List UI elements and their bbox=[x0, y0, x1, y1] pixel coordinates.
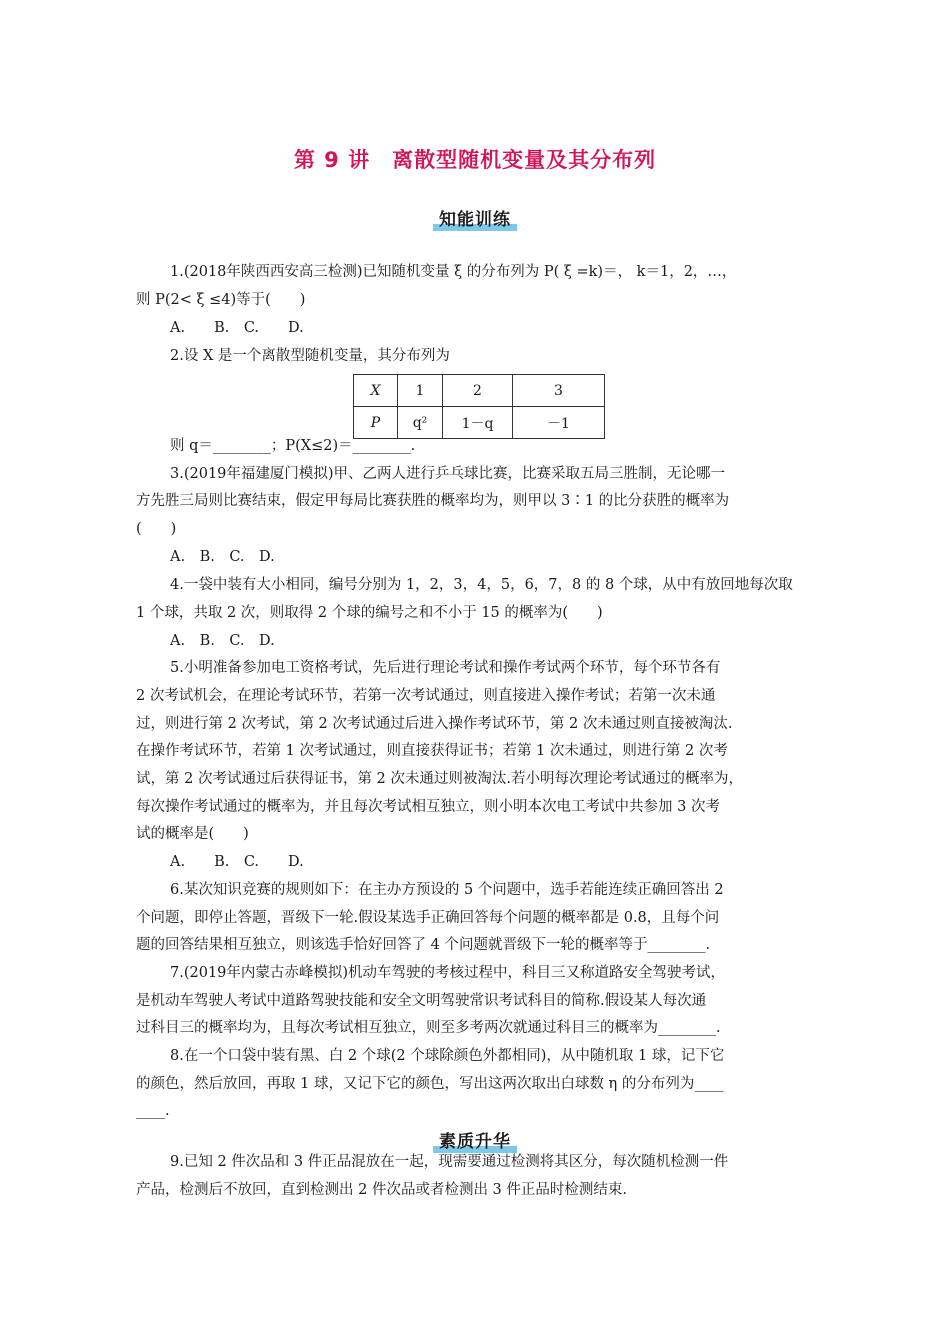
q6-line3: 题的回答结果相互独立，则该选手恰好回答了 4 个问题就晋级下一轮的概率等于________. bbox=[136, 937, 711, 953]
q3-line2: 方先胜三局则比赛结束，假定甲每局比赛获胜的概率均为，则甲以 3∶1 的比分获胜的概率为 bbox=[136, 493, 730, 509]
q7-line1: 7.(2019年内蒙古赤峰模拟)机动车驾驶的考核过程中，科目三又称道路安全驾驶考试， bbox=[170, 965, 726, 981]
q4-line2: 1 个球，共取 2 次，则取得 2 个球的编号之和不小于 15 的概率为( ) bbox=[136, 605, 603, 621]
table-cell: X bbox=[354, 375, 398, 407]
q6-line2: 个问题，即停止答题，晋级下一轮.假设某选手正确回答每个问题的概率都是 0.8，且每个问 bbox=[136, 910, 720, 926]
q4-options: A. B. C. D. bbox=[170, 633, 275, 649]
distribution-table bbox=[353, 374, 605, 439]
q3-options: A. B. C. D. bbox=[170, 549, 275, 565]
q5-line7: 试的概率是( ) bbox=[136, 826, 249, 842]
q1-line1: 1.(2018年陕西西安高三检测)已知随机变量 ξ 的分布列为 P( ξ =k)＝， k＝1，2，…， bbox=[170, 264, 737, 280]
q9-line2: 产品，检测后不放回，直到检测出 2 件次品或者检测出 3 件正品时检测结束. bbox=[136, 1182, 627, 1198]
q5-line4: 在操作考试环节，若第 1 次考试通过，则直接获得证书；若第 1 次未通过，则进行第 2 次考 bbox=[136, 743, 728, 759]
q5-line2: 2 次考试机会，在理论考试环节，若第一次考试通过，则直接进入操作考试；若第一次未通 bbox=[136, 688, 716, 704]
q1-line2: 则 P(2< ξ ≤4)等于( ) bbox=[136, 292, 306, 308]
section-banner-basic: 知能训练 bbox=[433, 205, 517, 232]
section-banner-advanced: 素质升华 bbox=[433, 1127, 517, 1154]
table-cell: q² bbox=[398, 407, 443, 439]
table-cell: －1 bbox=[513, 407, 605, 439]
table-cell: 1－q bbox=[443, 407, 513, 439]
table-row-x bbox=[354, 375, 605, 407]
table-row-p bbox=[354, 407, 605, 439]
page-title: 第 9 讲 离散型随机变量及其分布列 bbox=[293, 148, 657, 172]
q1-options: A. B. C. D. bbox=[170, 320, 304, 336]
table-cell: 2 bbox=[443, 375, 513, 407]
q7-line3: 过科目三的概率均为，且每次考试相互独立，则至多考两次就通过科目三的概率为________. bbox=[136, 1020, 721, 1036]
table-cell: P bbox=[354, 407, 398, 439]
q9-line1: 9.已知 2 件次品和 3 件正品混放在一起，现需要通过检测将其区分，每次随机检测一件 bbox=[170, 1154, 729, 1170]
q7-line2: 是机动车驾驶人考试中道路驾驶技能和安全文明驾驶常识考试科目的简称.假设某人每次通 bbox=[136, 993, 707, 1009]
q5-line1: 5.小明准备参加电工资格考试，先后进行理论考试和操作考试两个环节，每个环节各有 bbox=[170, 660, 721, 676]
q2-line1: 2.设 X 是一个离散型随机变量，其分布列为 bbox=[170, 348, 450, 364]
table-cell: 3 bbox=[513, 375, 605, 407]
q3-line1: 3.(2019年福建厦门模拟)甲、乙两人进行乒乓球比赛，比赛采取五局三胜制，无论哪一 bbox=[170, 466, 726, 482]
q8-line1: 8.在一个口袋中装有黑、白 2 个球(2 个球除颜色外都相同)，从中随机取 1 球，记下它 bbox=[170, 1048, 725, 1064]
q3-line3: ( ) bbox=[136, 521, 177, 537]
q5-line5: 试，第 2 次考试通过后获得证书，第 2 次未通过则被淘汰.若小明每次理论考试通过的概率为， bbox=[136, 771, 743, 787]
q6-line1: 6.某次知识竞赛的规则如下：在主办方预设的 5 个问题中，选手若能连续正确回答出 2 bbox=[170, 882, 724, 898]
q5-options: A. B. C. D. bbox=[170, 854, 304, 870]
table-cell: 1 bbox=[398, 375, 443, 407]
q5-line3: 过，则进行第 2 次考试，第 2 次考试通过后进入操作考试环节，第 2 次未通过则直接被淘汰. bbox=[136, 716, 733, 732]
q5-line6: 每次操作考试通过的概率为，并且每次考试相互独立，则小明本次电工考试中共参加 3 次考 bbox=[136, 799, 720, 815]
q2-line2: 则 q＝________；P(X≤2)＝________. bbox=[170, 438, 416, 454]
q8-line3: ____. bbox=[136, 1103, 170, 1119]
q4-line1: 4.一袋中装有大小相同，编号分别为 1，2，3，4，5，6，7，8 的 8 个球，从中有放回地每次取 bbox=[170, 577, 793, 593]
q8-line2: 的颜色，然后放回，再取 1 球，又记下它的颜色，写出这两次取出白球数 η 的分布列为____ bbox=[136, 1076, 724, 1092]
